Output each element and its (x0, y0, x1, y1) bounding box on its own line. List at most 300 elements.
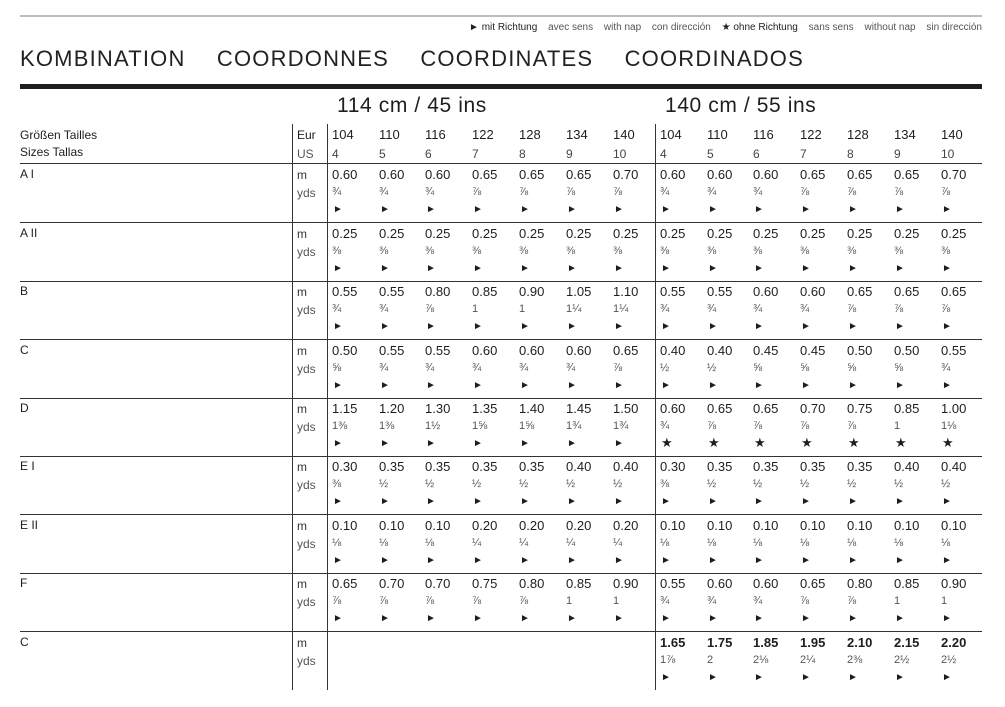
without-nap-star-icon: ★ (721, 22, 731, 33)
meters-value: 0.65 (753, 401, 779, 416)
yards-value: 2¼ (800, 654, 816, 666)
yards-value: ⅛ (425, 537, 435, 549)
with-nap-arrow-icon: ► (942, 380, 952, 391)
yards-value: ⅞ (332, 595, 342, 607)
with-nap-arrow-icon: ► (708, 496, 718, 507)
us-size: 10 (613, 147, 627, 161)
meters-value: 0.70 (425, 576, 451, 591)
unit-yds: yds (297, 245, 316, 259)
yards-value: ⅜ (660, 245, 670, 257)
without-nap-star-icon: ★ (895, 435, 907, 450)
yards-value: ⅜ (894, 245, 904, 257)
meters-value: 0.25 (519, 226, 545, 241)
yards-value: 1 (519, 303, 526, 315)
meters-value: 0.60 (519, 343, 545, 358)
eur-size: 134 (894, 127, 916, 142)
with-nap-arrow-icon: ► (567, 380, 577, 391)
with-nap-arrow-icon: ► (567, 263, 577, 274)
yards-value: 2½ (894, 654, 910, 666)
title-es: COORDINADOS (624, 46, 804, 71)
group-heading-114: 114 cm / 45 ins (337, 94, 487, 117)
with-nap-arrow-icon: ► (754, 672, 764, 683)
unit-m: m (297, 168, 307, 182)
with-nap-arrow-icon: ► (661, 555, 671, 566)
yards-value: ⅜ (613, 245, 623, 257)
meters-value: 0.65 (613, 343, 639, 358)
row-rule (20, 398, 982, 399)
with-nap-arrow-icon: ► (895, 555, 905, 566)
yards-value: ⅜ (425, 245, 435, 257)
yards-value: ⅝ (753, 362, 763, 374)
us-size: 8 (847, 147, 854, 161)
meters-value: 0.55 (660, 576, 686, 591)
yards-value: ½ (707, 478, 717, 490)
with-nap-arrow-icon: ► (380, 555, 390, 566)
with-nap-arrow-icon: ► (895, 672, 905, 683)
with-nap-arrow-icon: ► (848, 380, 858, 391)
with-nap-arrow-icon: ► (708, 555, 718, 566)
meters-value: 0.25 (660, 226, 686, 241)
yards-value: ¾ (800, 303, 810, 315)
meters-value: 1.85 (753, 635, 779, 650)
with-nap-arrow-icon: ► (708, 380, 718, 391)
yards-value: ¾ (660, 420, 670, 432)
with-nap-arrow-icon: ► (708, 204, 718, 215)
yards-value: 2⅛ (753, 654, 769, 666)
meters-value: 0.75 (847, 401, 873, 416)
meters-value: 0.55 (660, 284, 686, 299)
meters-value: 1.95 (800, 635, 826, 650)
unit-m: m (297, 344, 307, 358)
yards-value: ⅛ (379, 537, 389, 549)
yards-value: ⅜ (753, 245, 763, 257)
without-nap-star-icon: ★ (661, 435, 673, 450)
us-size: 4 (660, 147, 667, 161)
with-nap-arrow-icon: ► (895, 613, 905, 624)
yards-value: ⅜ (847, 245, 857, 257)
yards-value: ⅞ (847, 420, 857, 432)
meters-value: 0.35 (379, 459, 405, 474)
eur-size: 110 (707, 127, 728, 142)
meters-value: 0.10 (800, 518, 826, 533)
meters-value: 0.60 (753, 167, 779, 182)
with-nap-arrow-icon: ► (848, 204, 858, 215)
with-nap-arrow-icon: ► (333, 321, 343, 332)
yards-value: ½ (707, 362, 717, 374)
meters-value: 0.75 (472, 576, 498, 591)
yards-value: ⅝ (332, 362, 342, 374)
meters-value: 0.65 (941, 284, 967, 299)
with-nap-arrow-icon: ► (520, 380, 530, 391)
meters-value: 0.65 (800, 576, 826, 591)
with-nap-arrow-icon: ► (801, 204, 811, 215)
meters-value: 0.40 (894, 459, 920, 474)
with-nap-arrow-icon: ► (520, 613, 530, 624)
with-nap-arrow-icon: ► (567, 438, 577, 449)
meters-value: 0.25 (379, 226, 405, 241)
row-rule (20, 281, 982, 282)
meters-value: 0.25 (425, 226, 451, 241)
without-nap-star-icon: ★ (942, 435, 954, 450)
with-nap-arrow-icon: ► (754, 321, 764, 332)
with-nap-arrow-icon: ► (801, 613, 811, 624)
unit-yds: yds (297, 303, 316, 317)
meters-value: 2.10 (847, 635, 873, 650)
yards-value: 1 (941, 595, 948, 607)
with-nap-arrow-icon: ► (473, 263, 483, 274)
row-rule (20, 456, 982, 457)
unit-m: m (297, 519, 307, 533)
yards-value: 1⅞ (660, 654, 676, 666)
meters-value: 0.65 (894, 284, 920, 299)
unit-m: m (297, 577, 307, 591)
yards-value: ¾ (660, 303, 670, 315)
yards-value: ⅜ (519, 245, 529, 257)
yards-value: ¾ (660, 186, 670, 198)
with-nap-arrow-icon: ► (520, 263, 530, 274)
yards-value: ⅞ (894, 303, 904, 315)
title-rule (20, 84, 982, 89)
meters-value: 0.80 (425, 284, 451, 299)
eur-label: Eur (297, 128, 316, 142)
yards-value: 1 (894, 420, 901, 432)
meters-value: 0.55 (379, 343, 405, 358)
header-rule (20, 163, 982, 164)
yards-value: ⅞ (847, 303, 857, 315)
meters-value: 0.10 (332, 518, 358, 533)
yards-value: ½ (660, 362, 670, 374)
with-nap-arrow-icon: ► (801, 321, 811, 332)
meters-value: 0.10 (894, 518, 920, 533)
with-nap-arrow-icon: ► (426, 321, 436, 332)
with-nap-arrow-icon: ► (567, 496, 577, 507)
meters-value: 0.50 (894, 343, 920, 358)
with-nap-arrow-icon: ► (380, 438, 390, 449)
meters-value: 1.15 (332, 401, 358, 416)
with-nap-arrow-icon: ► (942, 321, 952, 332)
meters-value: 0.80 (847, 576, 873, 591)
with-nap-arrow-icon: ► (426, 555, 436, 566)
meters-value: 0.40 (707, 343, 733, 358)
meters-value: 0.60 (660, 401, 686, 416)
yards-value: ⅞ (941, 186, 951, 198)
with-nap-arrow-icon: ► (333, 555, 343, 566)
yards-value: 1¾ (613, 420, 629, 432)
with-nap-arrow-icon: ► (661, 496, 671, 507)
with-nap-arrow-icon: ► (614, 263, 624, 274)
meters-value: 0.60 (753, 284, 779, 299)
without-nap-star-icon: ★ (708, 435, 720, 450)
meters-value: 0.10 (847, 518, 873, 533)
meters-value: 0.35 (847, 459, 873, 474)
yards-value: 1⅝ (519, 420, 535, 432)
with-nap-arrow-icon: ► (333, 613, 343, 624)
meters-value: 0.20 (613, 518, 639, 533)
meters-value: 0.60 (660, 167, 686, 182)
yards-value: ½ (847, 478, 857, 490)
meters-value: 0.85 (894, 401, 920, 416)
eur-size: 104 (660, 127, 682, 142)
yards-value: 1⅝ (472, 420, 488, 432)
yards-value: ⅞ (425, 595, 435, 607)
eur-size: 140 (613, 127, 635, 142)
legend-without-nap-es: sin dirección (926, 22, 982, 33)
yards-value: ⅞ (613, 186, 623, 198)
meters-value: 0.10 (707, 518, 733, 533)
unit-yds: yds (297, 362, 316, 376)
unit-yds: yds (297, 654, 316, 668)
unit-m: m (297, 227, 307, 241)
unit-yds: yds (297, 420, 316, 434)
meters-value: 0.60 (707, 167, 733, 182)
eur-size: 122 (472, 127, 494, 142)
with-nap-arrow-icon: ► (473, 613, 483, 624)
yards-value: ⅝ (894, 362, 904, 374)
yards-value: ⅞ (707, 420, 717, 432)
meters-value: 0.10 (379, 518, 405, 533)
meters-value: 0.60 (425, 167, 451, 182)
us-size: 4 (332, 147, 339, 161)
with-nap-arrow-icon: ► (801, 672, 811, 683)
meters-value: 1.20 (379, 401, 405, 416)
meters-value: 0.35 (800, 459, 826, 474)
size-label-2: Sizes Tallas (20, 145, 84, 159)
row-rule (20, 631, 982, 632)
with-nap-arrow-icon: ► (333, 204, 343, 215)
row-rule (20, 339, 982, 340)
yards-value: ⅞ (519, 186, 529, 198)
yards-value: ½ (753, 478, 763, 490)
yards-value: ¾ (332, 303, 342, 315)
eur-size: 104 (332, 127, 354, 142)
legend-with-nap-fr: avec sens (548, 22, 594, 33)
meters-value: 0.60 (753, 576, 779, 591)
divider-label-col (292, 124, 293, 690)
eur-size: 134 (566, 127, 588, 142)
meters-value: 0.35 (753, 459, 779, 474)
yards-value: ¾ (941, 362, 951, 374)
page-title (20, 46, 818, 72)
meters-value: 0.70 (800, 401, 826, 416)
yards-value: ⅞ (800, 595, 810, 607)
with-nap-arrow-icon: ► (801, 380, 811, 391)
with-nap-arrow-icon: ► (895, 496, 905, 507)
meters-value: 1.30 (425, 401, 451, 416)
unit-m: m (297, 460, 307, 474)
meters-value: 0.60 (472, 343, 498, 358)
with-nap-arrow-icon: ► (942, 204, 952, 215)
eur-size: 128 (847, 127, 869, 142)
with-nap-arrow-icon: ► (895, 204, 905, 215)
yards-value: ⅛ (941, 537, 951, 549)
with-nap-arrow-icon: ► (754, 555, 764, 566)
meters-value: 2.15 (894, 635, 920, 650)
yards-value: ⅜ (472, 245, 482, 257)
with-nap-arrow-icon: ► (801, 496, 811, 507)
us-label: US (297, 147, 314, 161)
yards-value: ⅜ (800, 245, 810, 257)
meters-value: 0.50 (332, 343, 358, 358)
meters-value: 0.70 (379, 576, 405, 591)
legend-with-nap-en: with nap (603, 22, 642, 33)
yards-value: 1¼ (566, 303, 582, 315)
meters-value: 0.55 (379, 284, 405, 299)
with-nap-arrow-icon: ► (426, 204, 436, 215)
with-nap-arrow-icon: ► (848, 263, 858, 274)
meters-value: 0.25 (613, 226, 639, 241)
without-nap-star-icon: ★ (848, 435, 860, 450)
yards-value: ⅜ (941, 245, 951, 257)
unit-m: m (297, 636, 307, 650)
yards-value: ⅞ (425, 303, 435, 315)
with-nap-arrow-icon: ► (333, 496, 343, 507)
yards-value: ¼ (519, 537, 529, 549)
yards-value: ¾ (707, 595, 717, 607)
yards-value: ¾ (566, 362, 576, 374)
yards-value: ½ (800, 478, 810, 490)
with-nap-arrow-icon: ► (473, 204, 483, 215)
us-size: 7 (472, 147, 479, 161)
row-label: C (20, 343, 29, 357)
row-label: B (20, 284, 29, 298)
us-size: 7 (800, 147, 807, 161)
meters-value: 0.60 (566, 343, 592, 358)
meters-value: 0.25 (753, 226, 779, 241)
yards-value: ½ (941, 478, 951, 490)
yards-value: ¾ (753, 303, 763, 315)
yards-value: ⅜ (379, 245, 389, 257)
with-nap-arrow-icon: ► (520, 496, 530, 507)
meters-value: 0.20 (566, 518, 592, 533)
meters-value: 0.60 (332, 167, 358, 182)
yards-value: ¾ (753, 186, 763, 198)
with-nap-arrow-icon: ► (661, 672, 671, 683)
yards-value: ¾ (753, 595, 763, 607)
with-nap-arrow-icon: ► (661, 380, 671, 391)
with-nap-arrow-icon: ► (426, 613, 436, 624)
meters-value: 0.35 (472, 459, 498, 474)
with-nap-arrow-icon: ► (333, 438, 343, 449)
us-size: 9 (566, 147, 573, 161)
meters-value: 0.35 (425, 459, 451, 474)
with-nap-arrow-icon: ► (520, 438, 530, 449)
with-nap-arrow-icon: ► (661, 613, 671, 624)
legend-without-nap-en: without nap (864, 22, 916, 33)
with-nap-arrow-icon: ► (661, 204, 671, 215)
with-nap-arrow-icon: ► (614, 496, 624, 507)
meters-value: 0.25 (472, 226, 498, 241)
meters-value: 0.35 (707, 459, 733, 474)
top-rule (20, 15, 982, 17)
meters-value: 0.20 (472, 518, 498, 533)
title-fr: COORDONNES (216, 46, 390, 71)
legend-without-nap-fr: sans sens (808, 22, 854, 33)
yards-value: 2⅜ (847, 654, 863, 666)
meters-value: 0.55 (425, 343, 451, 358)
yards-value: ⅞ (472, 186, 482, 198)
yards-value: ¾ (332, 186, 342, 198)
with-nap-arrow-icon: ► (614, 321, 624, 332)
with-nap-arrow-icon: ► (426, 380, 436, 391)
meters-value: 1.75 (707, 635, 733, 650)
yards-value: ⅞ (800, 420, 810, 432)
without-nap-star-icon: ★ (754, 435, 766, 450)
with-nap-arrow-icon: ► (848, 496, 858, 507)
with-nap-arrow-icon: ► (473, 321, 483, 332)
with-nap-arrow-icon: ► (754, 380, 764, 391)
with-nap-arrow-icon: ► (754, 204, 764, 215)
yards-value: ⅞ (472, 595, 482, 607)
yards-value: ¾ (379, 303, 389, 315)
with-nap-arrow-icon: ► (380, 380, 390, 391)
without-nap-star-icon: ★ (801, 435, 813, 450)
meters-value: 0.70 (941, 167, 967, 182)
yards-value: 1¼ (613, 303, 629, 315)
eur-size: 110 (379, 127, 400, 142)
yards-value: ⅞ (847, 595, 857, 607)
with-nap-arrow-icon: ► (942, 496, 952, 507)
yards-value: ⅞ (894, 186, 904, 198)
meters-value: 0.20 (519, 518, 545, 533)
with-nap-arrow-icon: ► (708, 263, 718, 274)
with-nap-arrow-icon: ► (895, 380, 905, 391)
yards-value: ⅞ (613, 362, 623, 374)
unit-m: m (297, 285, 307, 299)
us-size: 10 (941, 147, 955, 161)
with-nap-arrow-icon: ► (426, 496, 436, 507)
size-label: Größen Tailles (20, 128, 98, 142)
yards-value: ½ (379, 478, 389, 490)
meters-value: 0.25 (941, 226, 967, 241)
meters-value: 0.80 (519, 576, 545, 591)
meters-value: 0.25 (894, 226, 920, 241)
meters-value: 0.35 (519, 459, 545, 474)
legend-without-nap-de: ohne Richtung (733, 22, 798, 33)
title-en: COORDINATES (420, 46, 594, 71)
meters-value: 0.65 (472, 167, 498, 182)
meters-value: 0.55 (941, 343, 967, 358)
eur-size: 116 (753, 127, 774, 142)
meters-value: 0.55 (707, 284, 733, 299)
meters-value: 0.90 (941, 576, 967, 591)
with-nap-arrow-icon: ► (380, 496, 390, 507)
divider-unit-col (327, 124, 328, 690)
meters-value: 1.35 (472, 401, 498, 416)
meters-value: 0.40 (613, 459, 639, 474)
with-nap-arrow-icon: ► (848, 672, 858, 683)
with-nap-arrow-icon: ► (754, 496, 764, 507)
meters-value: 0.85 (472, 284, 498, 299)
unit-yds: yds (297, 537, 316, 551)
yards-value: 1¾ (566, 420, 582, 432)
with-nap-arrow-icon: ► (567, 613, 577, 624)
nap-legend (469, 22, 982, 33)
yards-value: ⅞ (566, 186, 576, 198)
yards-value: 1⅛ (941, 420, 957, 432)
meters-value: 1.05 (566, 284, 592, 299)
yards-value: ⅝ (800, 362, 810, 374)
meters-value: 0.65 (847, 284, 873, 299)
yards-value: ⅛ (332, 537, 342, 549)
with-nap-arrow-icon: ► (942, 613, 952, 624)
with-nap-arrow-icon: ► (801, 263, 811, 274)
meters-value: 0.60 (379, 167, 405, 182)
row-rule (20, 222, 982, 223)
yards-value: ¼ (613, 537, 623, 549)
yards-value: ⅞ (519, 595, 529, 607)
eur-size: 128 (519, 127, 541, 142)
yards-value: ⅛ (800, 537, 810, 549)
